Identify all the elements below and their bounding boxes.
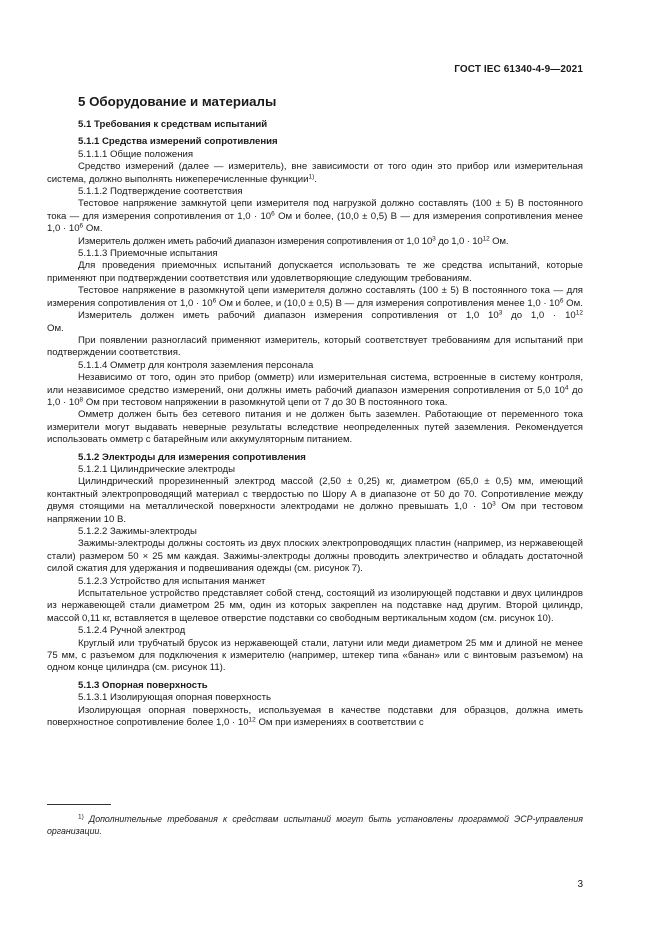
- paragraph: Средство измерений (далее — измеритель), вне зависимости от того один это прибор или измерительная система, должно выполнять нижеперечисленные функции$^{1)}$.: [47, 161, 583, 185]
- subsection-title-5-1: 5.1 Требования к средствам испытаний: [78, 119, 268, 130]
- footnote-text: Дополнительные требования к средствам испытаний могут быть установлены программой ЭСР-управления организации.: [47, 814, 583, 836]
- clause-title-5-1-3-1: 5.1.3.1 Изолирующая опорная поверхность: [78, 692, 271, 704]
- clause-title-5-1-2-3: 5.1.2.3 Устройство для испытания манжет: [78, 575, 266, 587]
- paragraph: Независимо от того, один это прибор (омметр) или измерительная система, встроенные в систему контроля, или независимое средство измерений, они должны иметь рабочий диапазон измерения сопротивления от 5,0 $10^4$ до $1,0 \cdot 10^8$ Ом при тестовом напряжении в разомкнутой цепи от 7 до 30 В постоянного тока.: [47, 372, 583, 408]
- paragraph: Изолирующая опорная поверхность, используемая в качестве подставки для образцов, должна иметь поверхностное сопротивление более $1,0 \cdot 10^{12}$ Ом при измерениях в соответствии с: [47, 704, 583, 729]
- document-code-header: ГОСТ IEC 61340-4-9—2021: [454, 64, 583, 75]
- page-number: 3: [577, 879, 583, 890]
- footnote-ref[interactable]: 1): [308, 173, 315, 181]
- paragraph: Для проведения приемочных испытаний допускается использовать те же средства испытаний, которые применяют при подтверждении соответствия или удовлетворяющие следующим требованиям.: [47, 260, 583, 284]
- paragraph: Измеритель должен иметь рабочий диапазон измерения сопротивления от 1,0 $10^3$ до $1,0 \cdot 10^{12}$ Ом.: [47, 309, 583, 334]
- paragraph: Омметр должен быть без сетевого питания и не должен быть заземлен. Работающие от переменного тока измерители могут выдавать неверные результаты вследствие неопределенных путей заземления. Рекомендуется использовать омметр с батарейным или аккумуляторным питанием.: [47, 409, 583, 446]
- clause-title-5-1-1-3: 5.1.1.3 Приемочные испытания: [78, 248, 218, 260]
- paragraph: Измеритель должен иметь рабочий диапазон измерения сопротивления от 1,0 $10^3$ до $1,0 \cdot 10^{12}$ Ом.: [78, 235, 509, 247]
- paragraph: Круглый или трубчатый брусок из нержавеющей стали, латуни или меди диаметром 25 мм и длиной не менее 75 мм, с разъемом для подключения к измерителю (например, штекер типа «банан» или с винтовым разъемом) на одном конце цилиндра (см. рисунок 11).: [47, 637, 583, 674]
- clause-title-5-1-2-2: 5.1.2.2 Зажимы-электроды: [78, 526, 197, 537]
- paragraph: Тестовое напряжение в разомкнутой цепи измерителя должно составлять (100 ± 5) В постоянного тока — для измерения сопротивления от $1,0 \cdot 10^6$ Ом и более, и (10,0 ± 0,5) В — для измерения сопротивления менее $1,0 \cdot 10^6$ Ом.: [47, 285, 583, 309]
- clause-title-5-1-1-1: 5.1.1.1 Общие положения: [78, 148, 194, 160]
- footnote-separator: [47, 804, 111, 805]
- subsection-title-5-1-3: 5.1.3 Опорная поверхность: [78, 679, 208, 691]
- clause-title-5-1-1-2: 5.1.1.2 Подтверждение соответствия: [78, 186, 243, 198]
- footnote: [47, 813, 583, 837]
- clause-title-5-1-2-1: 5.1.2.1 Цилиндрические электроды: [78, 463, 235, 475]
- clause-title-5-1-1-4: 5.1.1.4 Омметр для контроля заземления персонала: [78, 359, 314, 371]
- document-body: [47, 94, 583, 730]
- paragraph: Зажимы-электроды должны состоять из двух плоских электропроводящих пластин (например, из нержавеющей стали) размером 50 × 25 мм каждая. Зажимы-электроды должны проводить электричество и обладать достаточной силой сжатия для удержания и подвешивания одежды (см. рисунок 7).: [47, 538, 583, 575]
- clause-title-5-1-2-4: 5.1.2.4 Ручной электрод: [78, 625, 186, 637]
- paragraph: Цилиндрический прорезиненный электрод массой (2,50 ± 0,25) кг, диаметром (65,0 ± 0,5) мм, имеющий контактный электропроводящий материал с твердостью по Шору А в диапазоне от 50 до 70. Сопротивление между двумя стоящими на металлической поверхности электродами не должно превышать $1,0 \cdot 10^3$ Ом при тестовом напряжении 10 В.: [47, 476, 583, 525]
- subsection-title-5-1-2: 5.1.2 Электроды для измерения сопротивления: [78, 451, 306, 463]
- footnote-mark: 1): [78, 813, 84, 821]
- paragraph: Испытательное устройство представляет собой стенд, состоящий из изолирующей подставки и двух цилиндров из нержавеющей стали диаметром 25 мм, один из которых закреплен на подставке над другим. Второй цилиндр, массой 0,11 кг, вставляется в щелевое отверстие подставки со свободным вертикальным ходом (см. рисунок 10).: [47, 588, 583, 624]
- paragraph: Тестовое напряжение замкнутой цепи измерителя под нагрузкой должно составлять (100 ± 5) В постоянного тока — для измерения сопротивления от $1,0 \cdot 10^6$ Ом и более, (10,0 ± 0,5) В — для измерения сопротивления менее $1,0 \cdot 10^6$ Ом.: [47, 198, 583, 235]
- paragraph: При появлении разногласий применяют измеритель, который соответствует требованиям для испытаний при подтверждении соответствия.: [47, 334, 583, 359]
- subsection-title-5-1-1: 5.1.1 Средства измерений сопротивления: [78, 136, 278, 148]
- section-title: 5 Оборудование и материалы: [78, 94, 277, 109]
